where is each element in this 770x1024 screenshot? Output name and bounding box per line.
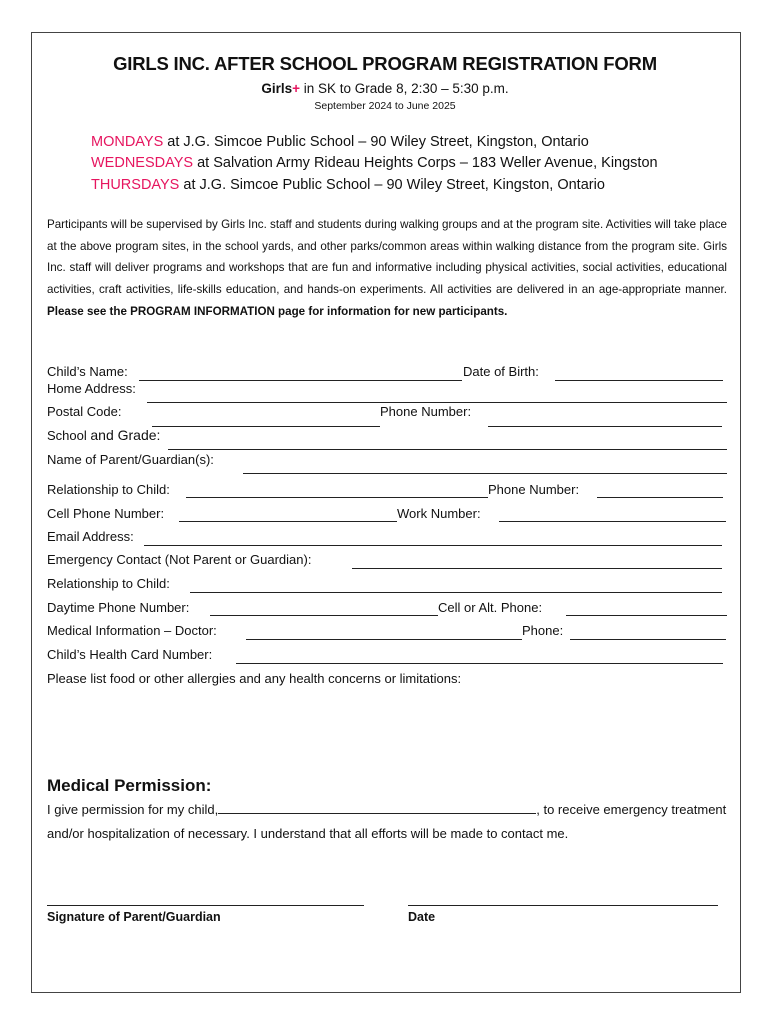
medical-phone-line[interactable] (570, 639, 726, 640)
relationship-label: Relationship to Child: (47, 482, 170, 497)
school-grade-label (47, 427, 160, 443)
program-dates: September 2024 to June 2025 (314, 100, 456, 112)
relationship2-label: Relationship to Child: (47, 576, 170, 591)
schedule-day: WEDNESDAYS (91, 155, 194, 171)
emergency-label: Emergency Contact (Not Parent or Guardian): (47, 552, 312, 567)
allergies-label: Please list food or other allergies and any health concerns or limitations: (47, 671, 462, 686)
cell-alt-label: Cell or Alt. Phone: (438, 600, 543, 615)
phone2-label: Phone Number: (488, 482, 580, 497)
schedule-location: at Salvation Army Rideau Heights Corps – 183 Weller Avenue, Kingston (193, 155, 658, 171)
parent-name-line[interactable] (243, 473, 727, 474)
signature-label: Signature of Parent/Guardian (47, 910, 221, 924)
postal-code-line[interactable] (152, 426, 380, 427)
medical-doctor-line[interactable] (246, 639, 522, 640)
parent-name-label: Name of Parent/Guardian(s): (47, 452, 214, 467)
work-label: Work Number: (397, 506, 481, 521)
phone-label: Phone Number: (380, 404, 472, 419)
child-name-permission-line[interactable] (218, 799, 536, 814)
child-name-line[interactable] (139, 380, 462, 381)
postal-code-label: Postal Code: (47, 404, 122, 419)
medical-doctor-label: Medical Information – Doctor: (47, 623, 217, 638)
school-label-a: School (47, 428, 91, 443)
email-line[interactable] (144, 545, 722, 546)
schedule-day: THURSDAYS (91, 177, 180, 193)
home-address-line[interactable] (147, 402, 727, 403)
permission-text-before: I give permission for my child, (47, 802, 219, 817)
form-title: GIRLS INC. AFTER SCHOOL PROGRAM REGISTRATION FORM (113, 53, 657, 74)
school-grade-line[interactable] (168, 449, 727, 450)
brand-name: Girls (261, 81, 293, 96)
school-label-b: and Grade: (90, 427, 161, 443)
schedule-location: at J.G. Simcoe Public School – 90 Wiley Street, Kingston, Ontario (179, 177, 605, 193)
permission-text-after: , to receive emergency treatment and/or hospitalization of necessary. I understand that all efforts will be made to contact me. (47, 802, 727, 841)
date-line[interactable] (408, 905, 718, 906)
health-card-line[interactable] (236, 663, 723, 664)
daytime-phone-line[interactable] (210, 615, 438, 616)
work-line[interactable] (499, 521, 726, 522)
child-name-label: Child’s Name: (47, 364, 128, 379)
relationship2-line[interactable] (190, 592, 722, 593)
date-label: Date (408, 910, 436, 924)
emergency-line[interactable] (352, 568, 722, 569)
schedule-thursday (91, 177, 605, 193)
schedule-day: MONDAYS (91, 134, 164, 150)
home-address-label: Home Address: (47, 381, 136, 396)
brand-plus: + (292, 81, 301, 96)
dob-label: Date of Birth: (463, 364, 539, 379)
medical-permission-heading: Medical Permission: (47, 776, 212, 795)
phone-line[interactable] (488, 426, 722, 427)
email-label: Email Address: (47, 529, 134, 544)
relationship-line[interactable] (186, 497, 488, 498)
health-card-label: Child’s Health Card Number: (47, 647, 213, 662)
intro-bold-note: Please see the PROGRAM INFORMATION page for information for new participants. (47, 304, 508, 318)
program-subtitle (0, 81, 770, 96)
medical-permission-text (47, 798, 727, 845)
schedule-location: at J.G. Simcoe Public School – 90 Wiley Street, Kingston, Ontario (163, 134, 589, 150)
schedule-monday (91, 134, 589, 150)
subtitle-rest: in SK to Grade 8, 2:30 – 5:30 p.m. (300, 81, 509, 96)
intro-text: Participants will be supervised by Girls Inc. staff and students during walking groups and at the program site. Activities will take place at the above program sites, in the school yards, and other parks/common areas within walking distance from the program site. Girls Inc. staff will deliver programs and workshops that are fun and informative including physical activities, social activities, educational activities, craft activities, life-skills education, and hands-on experiments. All activities are delivered in an age-appropriate manner. (47, 218, 727, 297)
dob-line[interactable] (555, 380, 723, 381)
signature-line[interactable] (47, 905, 364, 906)
daytime-phone-label: Daytime Phone Number: (47, 600, 190, 615)
intro-paragraph (47, 214, 727, 323)
phone2-line[interactable] (597, 497, 723, 498)
cell-label: Cell Phone Number: (47, 506, 165, 521)
cell-alt-line[interactable] (566, 615, 727, 616)
cell-line[interactable] (179, 521, 397, 522)
schedule-wednesday (91, 155, 658, 171)
medical-phone-label: Phone: (522, 623, 564, 638)
